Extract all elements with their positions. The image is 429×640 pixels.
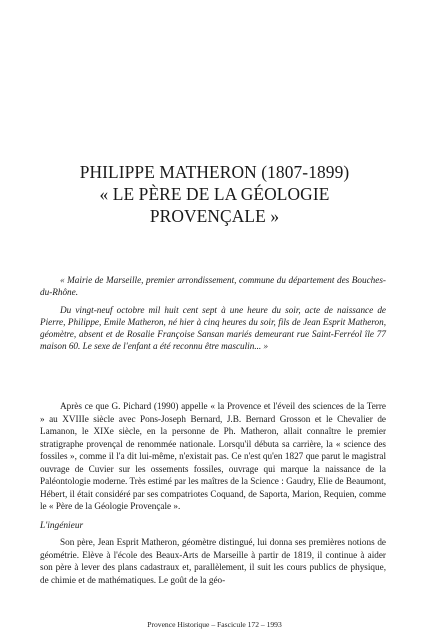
title-line-1: PHILIPPE MATHERON (1807-1899) [79,162,350,182]
epigraph-quote [40,274,386,358]
title-line-3: PROVENÇALE » [149,206,280,226]
body-paragraph-1: Après ce que G. Pichard (1990) appelle « la Provence et l'éveil des sciences de la Terre » au XVIIIe siècle avec Pons-Joseph Bernard, J.B. Bernard Grosson et le Chevalier de Lamanon, le XIXe siècle, en la personne de Ph. Matheron, allait connaître le premier stratigraphe provençal de renommée nationale. Lorsqu'il débuta sa carrière, la « science des fossiles », comme il l'a dit lui-même, n'existait pas. Ce n'est qu'en 1827 que parut le magistral ouvrage de Cuvier sur les ossements fossiles, ouvrage qui marque la naissance de la Paléontologie moderne. Très estimé par les maîtres de la Science : Gaudry, Elie de Beaumont, Hébert, il était considéré par ses compatriotes Coquand, de Saporta, Marion, Requien, comme le « Père de la Géologie Provençale ». [40,401,386,511]
article-title [40,161,389,227]
title-line-2: « LE PÈRE DE LA GÉOLOGIE [99,184,330,204]
body-paragraph-2: Son père, Jean Esprit Matheron, géomètre distingué, lui donna ses premières notions de géométrie. Elève à l'école des Beaux-Arts de Marseille à partir de 1819, il continue à aider son père à lever des plans cadastraux et, parallèlement, il suit les cours publics de physique, de chimie et de mathématiques. Le goût de la géo- [40,537,386,585]
quote-paragraph-1: « Mairie de Marseille, premier arrondissement, commune du département des Bouches-du-Rhône. [40,275,386,298]
page-footer: Provence Historique – Fascicule 172 – 1993 [147,620,282,629]
quote-paragraph-2: Du vingt-neuf octobre mil huit cent sept à une heure du soir, acte de naissance de Pierre, Philippe, Emile Matheron, né hier à cinq heures du soir, fils de Jean Esprit Matheron, géomètre, absent et de Rosalie Françoise Sansan mariés demeurant rue Saint-Ferréol île 77 maison 60. Le sexe de l'enfant a été reconnu être masculin... » [40,304,386,352]
body-text [40,400,386,585]
section-heading: L'ingénieur [40,520,84,531]
